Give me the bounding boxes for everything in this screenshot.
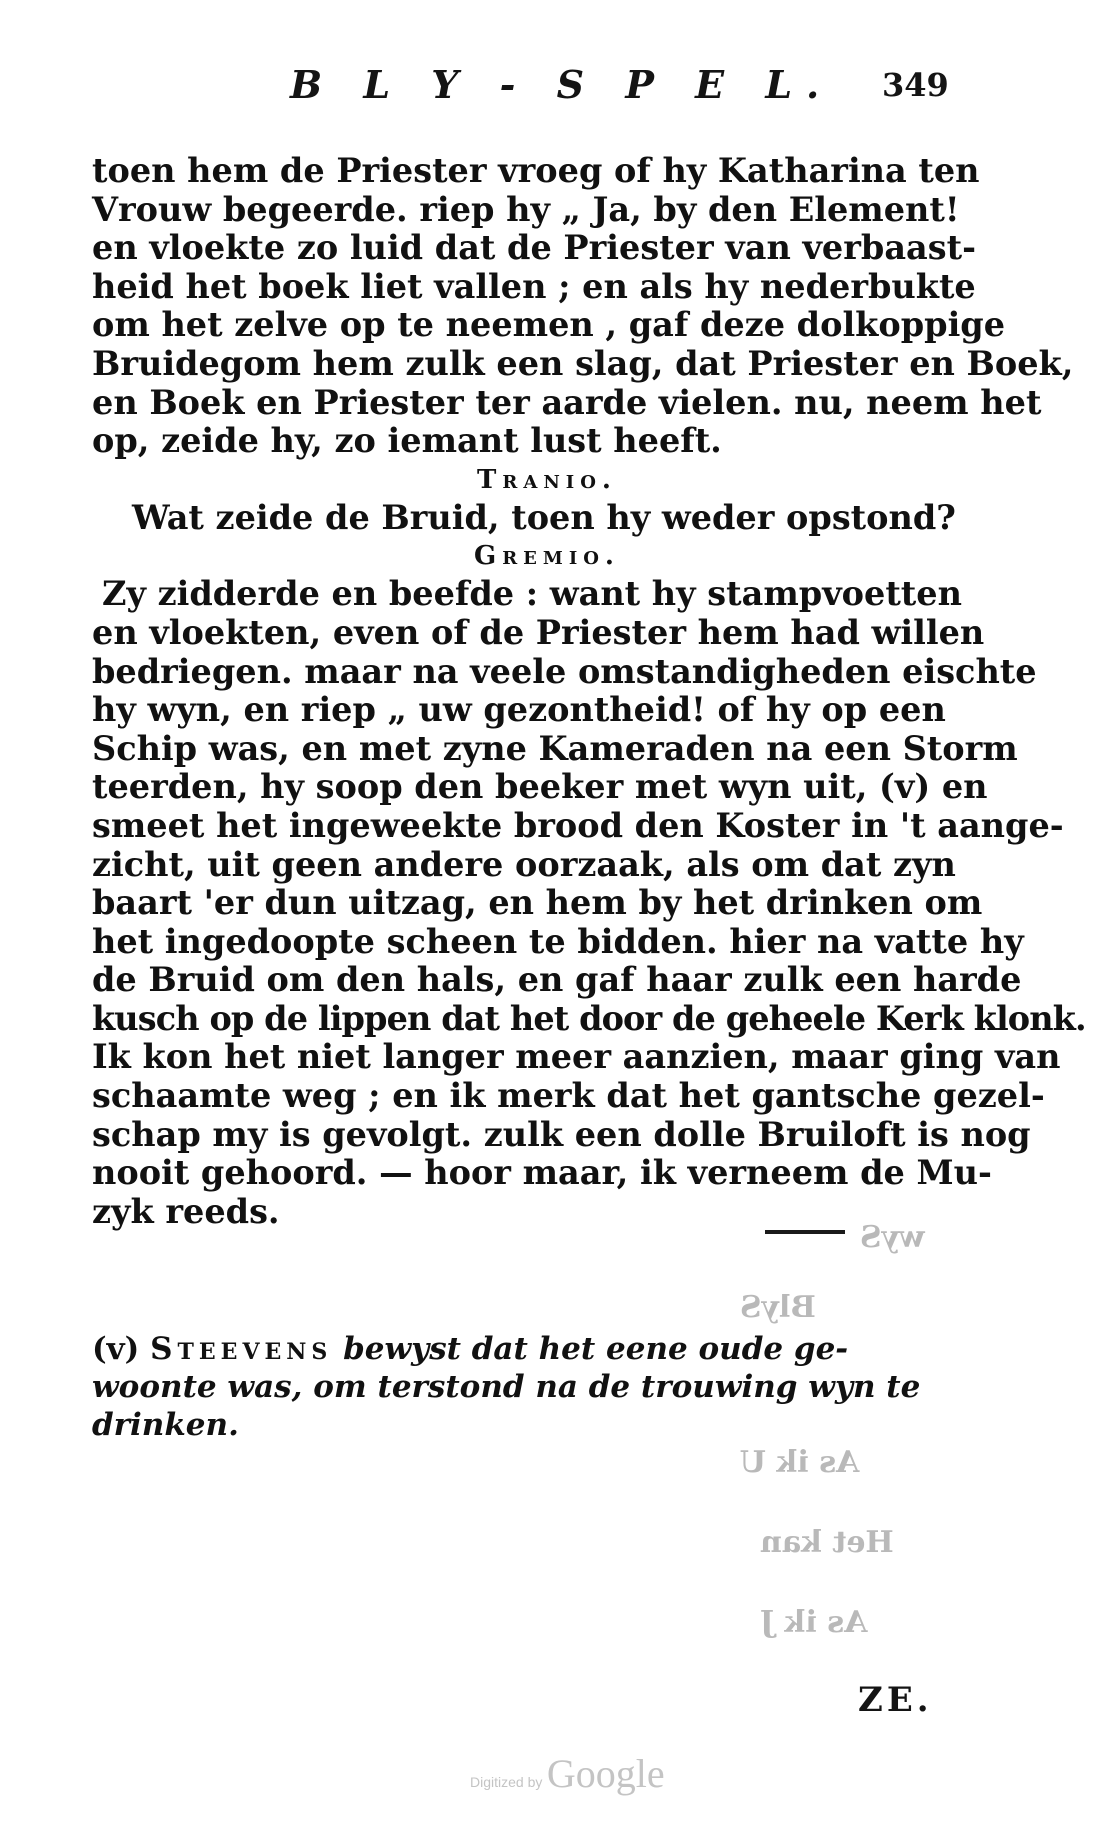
text-line: zicht, uit geen andere oorzaak, als om dat zyn (92, 844, 956, 884)
running-head: B L Y - S P E L. (290, 62, 834, 107)
page-number: 349 (882, 66, 949, 104)
footnote-author: Steevens (150, 1331, 333, 1367)
text-line: op, zeide hy, zo iemant lust heeft. (92, 421, 722, 461)
digitized-watermark (470, 1750, 665, 1797)
google-logo: Google (546, 1751, 665, 1796)
text-line: en vloekte zo luid dat de Priester van verbaast- (92, 228, 976, 268)
text-line: om het zelve op te neemen , gaf deze dolkoppige (92, 305, 1006, 345)
footnote-line: woonte was, om terstond na de trouwing wyn te (92, 1369, 921, 1405)
text-line: het ingedoopte scheen te bidden. hier na vatte hy (92, 921, 1024, 961)
text-line: bedriegen. maar na veele omstandigheden eischte (92, 651, 1037, 691)
text-line: Bruidegom hem zulk een slag, dat Priester en Boek, (92, 343, 1074, 383)
text-line: Wat zeide de Bruid, toen hy weder opstond? (132, 497, 956, 537)
footnote-line (92, 1330, 942, 1368)
catchword: ZE. (858, 1680, 933, 1720)
watermark-prefix: Digitized by (470, 1774, 543, 1790)
bleed-through: As ik J (760, 1605, 868, 1640)
speaker-tranio: Tranio. (477, 464, 617, 495)
text-line: nooit gehoord. — hoor maar, ik verneem de Mu- (92, 1153, 992, 1193)
text-line: Schip was, en met zyne Kameraden na een Storm (92, 728, 1018, 768)
bleed-through: wyS (860, 1220, 925, 1255)
text-line: Ik kon het niet langer meer aanzien, maar ging van (92, 1037, 1061, 1077)
text-line: hy wyn, en riep „ uw gezontheid! of hy op een (92, 690, 946, 730)
bleed-through: Het kan (760, 1525, 894, 1560)
text-line: heid het boek liet vallen ; en als hy nederbukte (92, 266, 976, 306)
footnote-line: drinken. (92, 1407, 239, 1443)
bleed-through: As ik U (740, 1445, 860, 1480)
text-line: schap my is gevolgt. zulk een dolle Bruiloft is nog (92, 1114, 1031, 1154)
paragraph-3 (92, 574, 1086, 1231)
speaker-gremio: Gremio. (474, 541, 620, 572)
text-line: smeet het ingeweekte brood den Koster in 't aange- (92, 805, 1064, 845)
main-text (92, 151, 1086, 1231)
bleed-through: BlyS (740, 1290, 816, 1325)
text-line: kusch op de lippen dat het door de geheele Kerk klonk. (92, 998, 1086, 1038)
footnote-marker: (v) (92, 1331, 140, 1367)
text-line: Zy zidderde en beefde : want hy stampvoetten (102, 574, 962, 614)
paragraph-1 (92, 151, 1074, 461)
paragraph-2 (92, 497, 956, 538)
text-line: de Bruid om den hals, en gaf haar zulk een harde (92, 960, 1022, 1000)
text-line: en Boek en Priester ter aarde vielen. nu, neem het (92, 382, 1042, 422)
dash-rule (765, 1230, 845, 1234)
text-line: Vrouw begeerde. riep hy „ Ja, by den Element! (92, 189, 960, 229)
text-line: zyk reeds. (92, 1191, 280, 1231)
text-line: baart 'er dun uitzag, en hem by het drinken om (92, 883, 983, 923)
footnote (92, 1330, 942, 1444)
footnote-text: bewyst dat het eene oude ge- (343, 1331, 849, 1367)
text-line: schaamte weg ; en ik merk dat het gantsche gezel- (92, 1076, 1045, 1116)
text-line: toen hem de Priester vroeg of hy Katharina ten (92, 151, 980, 190)
text-line: en vloekten, even of de Priester hem had willen (92, 612, 985, 652)
text-line: teerden, hy soop den beeker met wyn uit, (v) en (92, 767, 988, 807)
